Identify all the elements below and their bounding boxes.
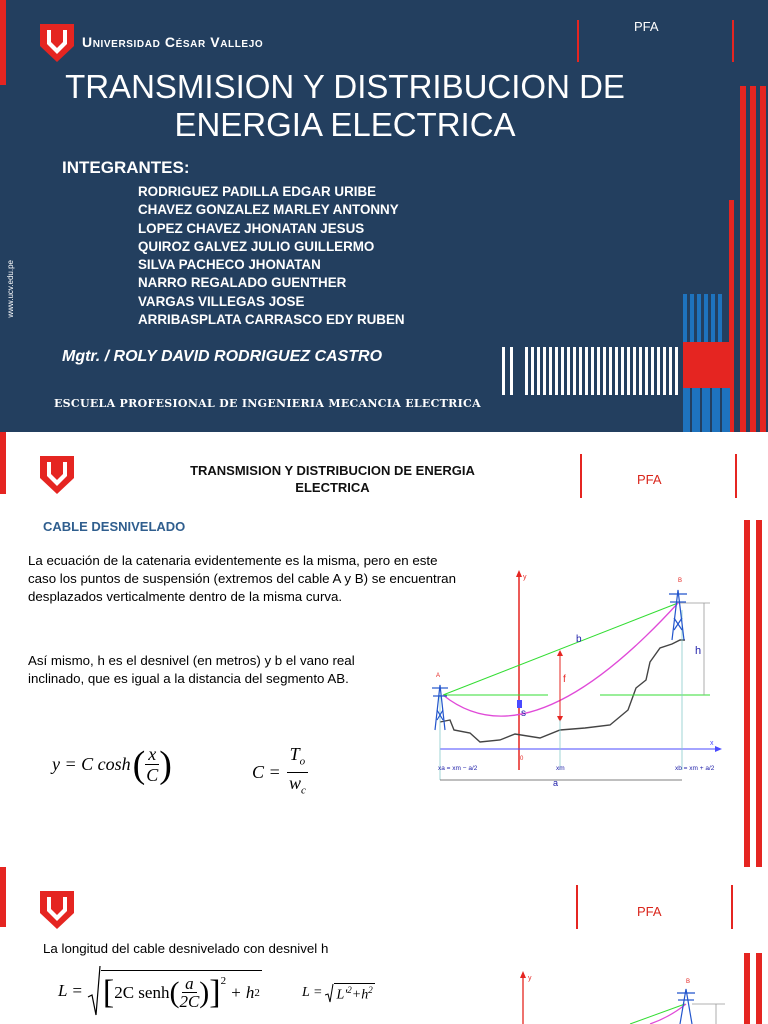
point-b-label: B [678, 578, 683, 584]
formula-lhs: L = [302, 985, 323, 1001]
paragraph-longitud: La longitud del cable desnivelado con desnivel h [43, 941, 329, 956]
member-name: ARRIBASPLATA CARRASCO EDY RUBEN [138, 312, 405, 328]
label-xa: xa = xm − a/2 [438, 765, 478, 772]
header-divider [731, 885, 733, 929]
teacher-name: Mgtr. / ROLY DAVID RODRIGUEZ CASTRO [62, 348, 383, 365]
formula-middle: 2C senh [114, 982, 170, 1002]
formula-denominator: C [146, 765, 159, 785]
formula-lhs: y = C cosh [52, 754, 131, 774]
formula-body: L' [336, 987, 348, 1003]
formula-exponent: 2 [347, 985, 352, 995]
university-name: Universidad César Vallejo [82, 34, 264, 50]
formula-denominator: w [288, 772, 301, 793]
axis-y-label: y [523, 574, 527, 581]
content-slide-longitud [0, 867, 768, 1024]
origin-label: 0 [520, 756, 524, 762]
formula-numerator: T [289, 744, 300, 764]
tower-b-icon [677, 989, 695, 1024]
member-name: RODRIGUEZ PADILLA EDGAR URIBE [138, 184, 377, 199]
members-label: INTEGRANTES: [62, 158, 190, 177]
sqrt-icon [87, 965, 101, 1017]
title-slide [0, 0, 768, 432]
formula-lhs: C = [252, 761, 281, 782]
member-name: LOPEZ CHAVEZ JHONATAN JESUS [138, 220, 365, 236]
formula-exponent: 2 [254, 986, 260, 999]
point-b-label: B [686, 979, 691, 985]
right-accent-bar [756, 953, 762, 1024]
formula-longitud: L = [ 2C senh ( $\frac{a}{2C}$ ) ] $^2$ + h 2 [58, 965, 262, 1017]
formula-numerator: x [145, 744, 159, 765]
formula-catenaria: y = C cosh ( $\frac{x}{C}$ ) [52, 743, 172, 786]
header-divider [576, 885, 578, 929]
left-accent-bar [0, 867, 6, 927]
members-list [138, 183, 405, 329]
university-logo-icon [40, 456, 74, 494]
formula-exponent: 2 [368, 985, 373, 995]
header-divider [735, 454, 737, 498]
university-logo-icon [40, 891, 74, 929]
title-line-2: ENERGIA ELECTRICA [174, 106, 516, 143]
label-xb: xb = xm + a/2 [675, 765, 715, 772]
university-logo-icon [40, 24, 74, 62]
pfa-label: PFA [637, 472, 662, 487]
pfa-label: PFA [634, 19, 659, 34]
right-accent-bar [744, 520, 750, 867]
catenary-diagram-partial [510, 967, 740, 1024]
right-accent-bar [756, 520, 762, 867]
formula-denominator: 2C [179, 992, 200, 1011]
formula-tail: + h [230, 982, 255, 1002]
catenary-diagram [410, 570, 735, 800]
point-a-label: A [436, 673, 441, 679]
left-accent-bar [0, 432, 6, 494]
member-name: SILVA PACHECO JHONATAN [138, 257, 321, 273]
formula-exponent: 2 [220, 975, 227, 987]
label-s: s [521, 708, 526, 719]
label-xm: xm [556, 765, 565, 772]
formula-subscript: c [300, 784, 306, 797]
label-a: a [553, 778, 559, 788]
label-f: f [563, 674, 566, 685]
title-line-1: TRANSMISION Y DISTRIBUCION DE [65, 68, 625, 105]
right-accent-bar [744, 953, 750, 1024]
pfa-label: PFA [637, 904, 662, 919]
formula-plus: +h [351, 987, 369, 1003]
website-label: www.ucv.edu.pe [6, 260, 15, 318]
label-h: h [695, 645, 702, 657]
formula-lhs: L = [58, 981, 83, 1000]
header-line-1: TRANSMISION Y DISTRIBUCION DE ENERGIA [190, 463, 475, 478]
formula-longitud-simple [302, 983, 375, 1004]
label-b: b [576, 634, 582, 645]
decorative-stripes [490, 80, 768, 432]
slide-header [160, 462, 505, 496]
paragraph-desnivel: Así mismo, h es el desnivel (en metros) y b el vano real inclinado, que es igual a la distancia del segmento AB. [28, 653, 355, 686]
header-line-2: ELECTRICA [295, 480, 370, 495]
member-name: VARGAS VILLEGAS JOSE [138, 293, 305, 309]
formula-numerator: a [182, 975, 197, 993]
axis-y-label: y [528, 975, 532, 982]
header-divider [577, 20, 579, 62]
header-divider [732, 20, 734, 62]
formula-subscript: o [299, 755, 306, 768]
member-name: NARRO REGALADO GUENTHER [138, 275, 347, 291]
paragraph-catenaria: La ecuación de la catenaria evidentemente es la misma, pero en este caso los puntos de suspensión (extremos del cable A y B) se encuentran desplazados verticalmente dentro de la misma curva. [28, 553, 456, 604]
school-name: ESCUELA PROFESIONAL DE INGENIERIA MECANCIA ELECTRICA [54, 397, 481, 410]
member-name: CHAVEZ GONZALEZ MARLEY ANTONNY [138, 202, 399, 218]
sqrt-icon [325, 983, 334, 1003]
header-divider [580, 454, 582, 498]
tower-b-icon [669, 590, 687, 640]
member-name: QUIROZ GALVEZ JULIO GUILLERMO [138, 238, 375, 254]
content-slide-cable-desnivelado [0, 432, 768, 867]
section-subtitle: CABLE DESNIVELADO [43, 519, 186, 534]
formula-c [252, 744, 308, 800]
axis-x-label: x [710, 740, 714, 747]
